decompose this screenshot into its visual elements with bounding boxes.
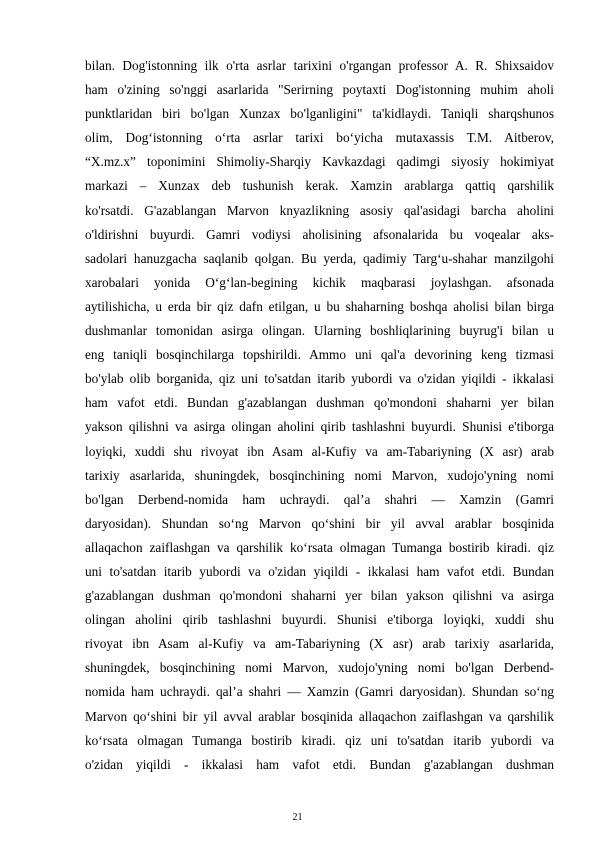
text-line: dushmanlar tomonidan asirga olingan. Ularning boshliqlarining buyrug'i bilan u [85,323,554,339]
text-line: bo'ylab olib borganida, qiz uni to'satdan itarib yubordi va o'zidan yiqildi - ikkalasi [85,371,554,387]
document-body [85,54,554,777]
text-line: allaqachon zaiflashgan va qarshilik ko‘rsata olmagan Tumanga bostirib kiradi. qiz [85,539,554,555]
text-line: o'zidan yiqildi - ikkalasi ham vafot etdi. Bundan g'azablangan dushman [85,756,554,772]
text-line: punktlaridan biri bo'lgan Xunzax bo'lganligini" ta'kidlaydi. Taniqli sharqshunos [85,106,554,122]
text-line: eng taniqli bosqinchilarga topshirildi. Ammo uni qal'a devorining keng tizmasi [85,347,554,363]
text-line: Marvon qo‘shini bir yil avval arablar bosqinida allaqachon zaiflashgan va qarshilik [85,708,554,724]
text-line: aytilishicha, u erda bir qiz dafn etilgan, u bu shaharning boshqa aholisi bilan birga [85,298,554,314]
text-line: shuningdek, bosqinchining nomi Marvon, xudojo'yning nomi bo'lgan Derbend- [85,660,554,676]
text-line: sadolari hanuzgacha saqlanib qolgan. Bu yerda, qadimiy Targ‘u-shahar manzilgohi [85,250,554,266]
text-line: ham vafot etdi. Bundan g'azablangan dushman qo'mondoni shaharni yer bilan [85,395,554,411]
text-line: loyiqki, xuddi shu rivoyat ibn Asam al-Kufiy va am-Tabariyning (X asr) arab [85,443,554,459]
text-line: olim, Dog‘istonning o‘rta asrlar tarixi bo‘yicha mutaxassis T.M. Aitberov, [85,130,554,146]
text-line: olingan aholini qirib tashlashni buyurdi. Shunisi e'tiborga loyiqki, xuddi shu [85,612,554,628]
text-line: “X.mz.x” toponimini Shimoliy-Sharqiy Kavkazdagi qadimgi siyosiy hokimiyat [85,154,554,170]
text-line: xarobalari yonida O‘g‘lan-begining kichik maqbarasi joylashgan. afsonada [85,274,554,290]
text-line: ko'rsatdi. G'azablangan Marvon knyazlikning asosiy qal'asidagi barcha aholini [85,202,554,218]
text-line: rivoyat ibn Asam al-Kufiy va am-Tabariyning (X asr) arab tarixiy asarlarida, [85,636,554,652]
text-line: daryosidan). Shundan so‘ng Marvon qo‘shini bir yil avval arablar bosqinida [85,515,554,531]
text-line: ko‘rsata olmagan Tumanga bostirib kiradi. qiz uni to'satdan itarib yubordi va [85,732,554,748]
text-line: tarixiy asarlarida, shuningdek, bosqinchining nomi Marvon, xudojo'yning nomi [85,467,554,483]
text-line: bilan. Dog'istonning ilk o'rta asrlar tarixini o'rgangan professor A. R. Shixsaidov [85,58,554,73]
text-line: markazi – Xunzax deb tushunish kerak. Xamzin arablarga qattiq qarshilik [85,178,554,194]
text-line: ham o'zining so'nggi asarlarida "Serirning poytaxti Dog'istonning muhim aholi [85,82,554,98]
page-number: 21 [292,812,303,823]
text-line: bo'lgan Derbend-nomida ham uchraydi. qal’a shahri — Xamzin (Gamri [85,491,554,507]
text-line: uni to'satdan itarib yubordi va o'zidan yiqildi - ikkalasi ham vafot etdi. Bundan [85,563,554,579]
text-line: g'azablangan dushman qo'mondoni shaharni yer bilan yakson qilishni va asirga [85,588,554,604]
text-line: o'ldirishni buyurdi. Gamri vodiysi aholisining afsonalarida bu voqealar aks- [85,226,554,242]
text-line: yakson qilishni va asirga olingan aholini qirib tashlashni buyurdi. Shunisi e'tiborga [85,419,554,435]
text-line: nomida ham uchraydi. qal’a shahri — Xamzin (Gamri daryosidan). Shundan so‘ng [85,684,554,700]
